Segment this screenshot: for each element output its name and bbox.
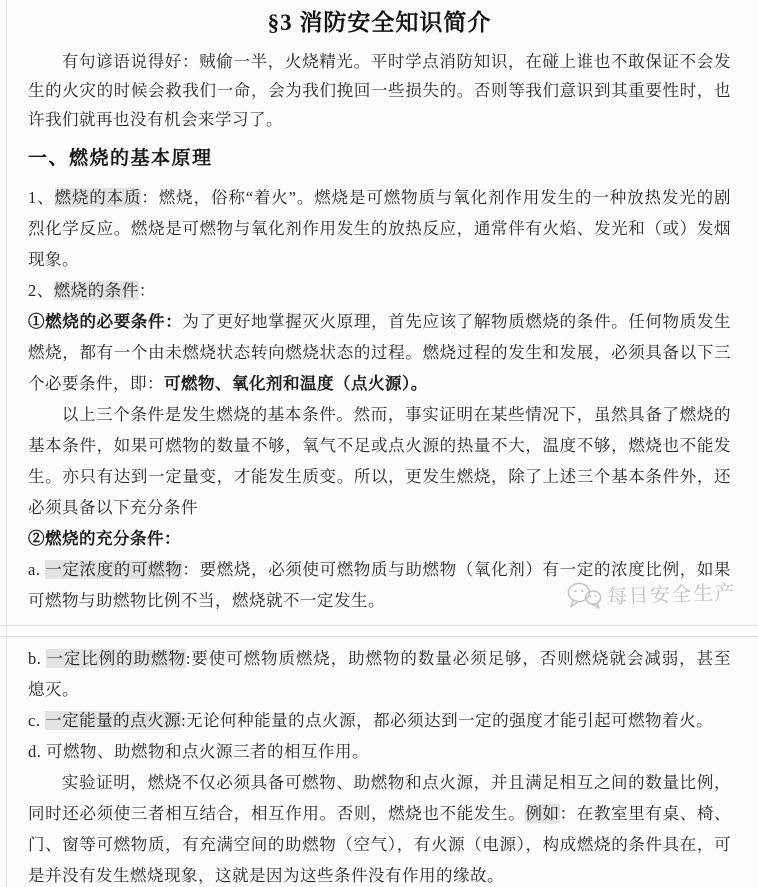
page-break-divider bbox=[0, 625, 758, 637]
intro-paragraph: 有句谚语说得好：贼偷一半，火烧精光。平时学点消防知识，在碰上谁也不敢保证不会发生的火灾的时候会救我们一命，会为我们挽回一些损失的。否则等我们意识到其重要性时，也许我们就再也没有机会来学习了。 bbox=[28, 52, 731, 129]
watermark-text: 每日安全生产 bbox=[606, 582, 737, 609]
sufficient-condition-b-paragraph: b. 一定比例的助燃物:要使可燃物质燃烧，助燃物的数量必须足够，否则燃烧就会减弱，甚至熄灭。 bbox=[28, 649, 732, 699]
experiment-conclusion-paragraph: 实验证明，燃烧不仅必须具备可燃物、助燃物和点火源，并且满足相互之间的数量比例，同时还必须使三者相互结合，相互作用。否则，燃烧也不能发生。例如：在教室里有桌、椅、门、窗等可燃物质，有充满空间的助燃物（空气），有火源（电源），构成燃烧的条件具在，可是并没有发生燃烧现象，这就是因为这些条件没有作用的缘故。 bbox=[28, 773, 732, 885]
necessary-conditions-paragraph: ①燃烧的必要条件：为了更好地掌握灭火原理，首先应该了解物质燃烧的条件。任何物质发生燃烧，都有一个由未燃烧状态转向燃烧状态的过程。燃烧过程的发生和发展，必须具备以下三个必要条件，即：可燃物、氧化剂和温度（点火源）。 bbox=[28, 312, 732, 393]
sufficient-conditions-label: ②燃烧的充分条件： bbox=[28, 529, 181, 548]
sufficient-condition-a-paragraph: a. 一定浓度的可燃物：要燃烧，必须使可燃物质与助燃物（氧化剂）有一定的浓度比例，如果可燃物与助燃物比例不当，燃烧就不一定发生。 bbox=[28, 560, 732, 610]
page-title: §3 消防安全知识简介 bbox=[267, 10, 492, 35]
section-heading-burning-principle: 一、燃烧的基本原理 bbox=[28, 148, 213, 169]
burning-conditions-label: 2、燃烧的条件： bbox=[28, 281, 156, 300]
basic-conditions-paragraph: 以上三个条件是发生燃烧的基本条件。然而，事实证明在某些情况下，虽然具备了燃烧的基本条件，如果可燃物的数量不够，氧气不足或点火源的热量不大，温度不够，燃烧也不能发生。亦只有达到一定量变，才能发生质变。所以，更发生燃烧，除了上述三个基本条件外，还必须具备以下充分条件 bbox=[28, 405, 731, 517]
sufficient-condition-c-paragraph: c. 一定能量的点火源:无论何种能量的点火源，都必须达到一定的强度才能引起可燃物着火。 bbox=[28, 711, 714, 730]
burning-essence-paragraph: 1、燃烧的本质：燃烧，俗称“着火”。燃烧是可燃物质与氧化剂作用发生的一种放热发光的剧烈化学反应。燃烧是可燃物与氧化剂作用发生的放热反应，通常伴有火焰、发光和（或）发烟现象。 bbox=[28, 188, 732, 269]
sufficient-condition-d-paragraph: d. 可燃物、助燃物和点火源三者的相互作用。 bbox=[28, 742, 369, 761]
